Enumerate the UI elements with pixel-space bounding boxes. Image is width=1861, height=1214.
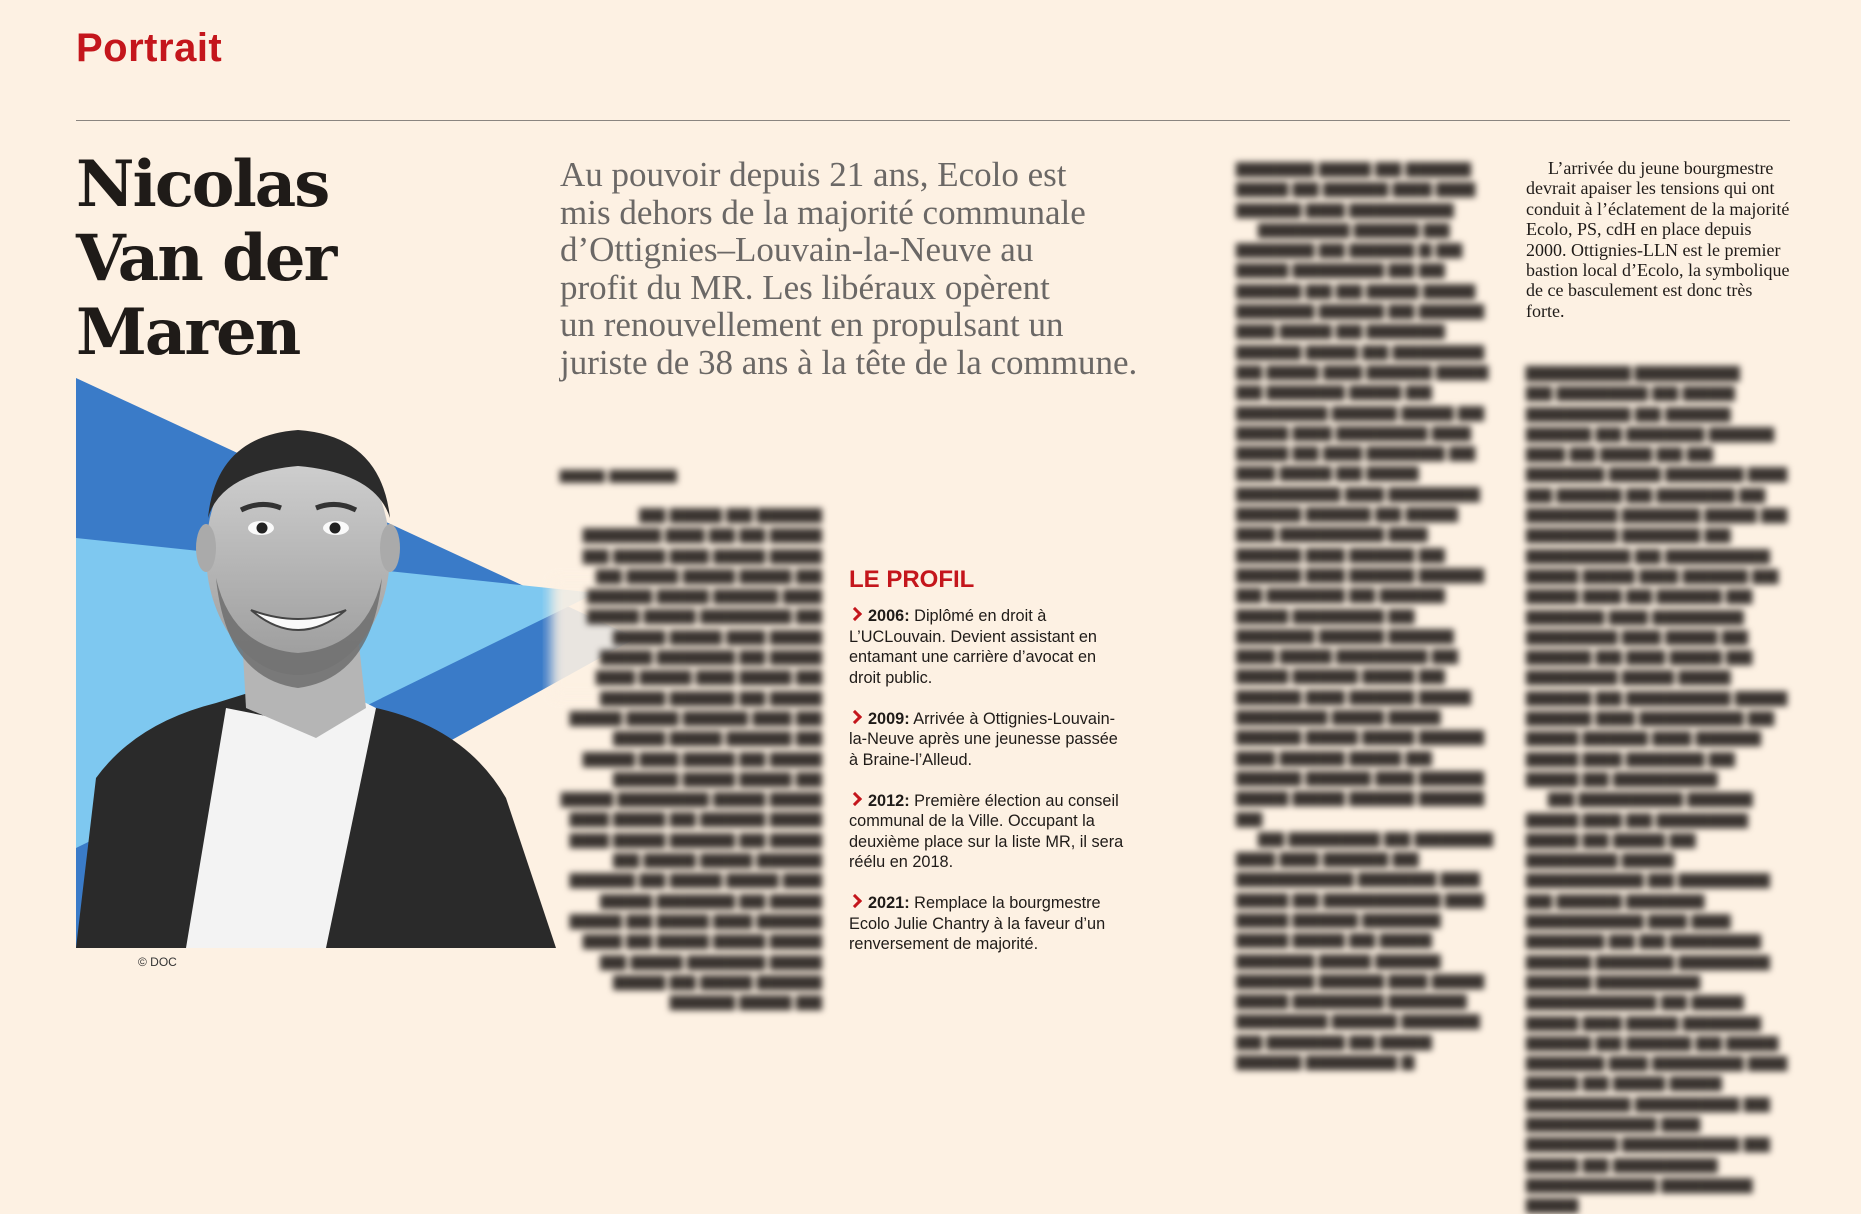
profile-text: Remplace la bourgmestre Ecolo Julie Chantry à la faveur d’un renversement de majorité.	[849, 894, 1106, 953]
portrait-photo	[76, 378, 636, 948]
lead-line: un renouvellement en propulsant un	[560, 305, 1064, 344]
lead-line: profit du MR. Les libéraux opèrent	[560, 267, 1050, 307]
lead-line: d’Ottignies–Louvain-la-Neuve au	[560, 230, 1034, 269]
photo-credit: © DOC	[138, 955, 177, 969]
section-label: Portrait	[76, 26, 223, 70]
profile-text: Diplômé en droit à L’UCLouvain. Devient assistant en entamant une carrière d’avocat en droit public.	[849, 607, 1097, 687]
profile-text: Première élection au conseil communal de la Ville. Occupant la deuxième place sur la liste MR, il sera réélu en 2018.	[849, 791, 1124, 871]
profile-item	[849, 709, 1129, 771]
profile-item	[849, 606, 1129, 688]
profile-year: 2021:	[868, 894, 910, 912]
chevron-right-icon	[848, 791, 862, 805]
chevron-right-icon	[848, 894, 862, 908]
lead-paragraph	[560, 156, 1140, 381]
name-line-1: Nicolas	[76, 147, 329, 222]
profile-year: 2012:	[868, 791, 910, 810]
blurred-column: ▆▆ ▆▆▆▆ ▆▆ ▆▆▆▆▆ ▆▆▆▆▆▆ ▆▆▆ ▆▆ ▆▆ ▆▆▆▆ ▆▆ ▆▆▆▆ ▆▆▆ ▆▆▆▆ ▆▆▆▆ ▆▆ ▆▆▆▆ ▆▆▆▆ ▆▆▆▆ ▆▆ ▆▆▆▆▆ ▆▆▆▆ ▆▆▆▆▆ ▆▆▆ ▆▆▆▆ ▆▆▆▆ ▆▆▆▆▆▆▆ ▆▆ ▆▆▆▆ ▆▆▆▆ ▆▆▆ ▆▆▆▆ ▆▆▆▆ ▆▆▆▆▆▆ ▆▆ ▆▆▆▆ ▆▆▆ ▆▆▆▆ ▆▆▆ ▆▆▆▆ ▆▆ ▆▆▆▆▆ ▆▆▆▆▆ ▆▆ ▆▆▆▆ ▆▆▆▆ ▆▆▆▆ ▆▆▆▆▆ ▆▆▆ ▆▆ ▆▆▆▆ ▆▆▆▆ ▆▆▆▆▆ ▆▆ ▆▆▆▆ ▆▆▆ ▆▆▆▆ ▆▆ ▆▆▆▆ ▆▆▆▆▆ ▆▆▆▆ ▆▆▆▆ ▆▆ ▆▆▆▆ ▆▆▆▆▆▆▆ ▆▆▆▆ ▆▆▆▆ ▆▆▆ ▆▆▆▆ ▆▆ ▆▆▆▆▆ ▆▆▆▆ ▆▆▆ ▆▆▆▆ ▆▆▆▆▆ ▆▆ ▆▆▆▆ ▆▆ ▆▆▆▆ ▆▆▆▆ ▆▆▆▆▆ ▆▆▆▆▆ ▆▆ ▆▆▆▆ ▆▆▆▆ ▆▆▆ ▆▆▆▆ ▆▆▆▆▆▆ ▆▆ ▆▆▆▆ ▆▆▆▆ ▆▆ ▆▆▆▆ ▆▆▆ ▆▆▆▆▆ ▆▆▆ ▆▆ ▆▆▆▆ ▆▆▆▆ ▆▆▆▆ ▆▆ ▆▆▆▆ ▆▆▆▆▆▆ ▆▆▆▆ ▆▆▆▆ ▆▆ ▆▆▆▆ ▆▆▆▆▆ ▆▆▆▆▆ ▆▆▆▆ ▆▆	[560, 504, 822, 1011]
article-paragraph: L’arrivée du jeune bourgmestre devrait apaiser les tensions qui ont conduit à l’éclatement de la majorité Ecolo, PS, cdH en place depuis 2000. Ottignies-LLN est le premier bastion local d’Ecolo, la symbolique de ce basculement est donc très forte.	[1526, 158, 1790, 321]
profile-item	[849, 791, 1129, 873]
lead-line: mis dehors de la majorité communale	[560, 192, 1086, 232]
byline: ▆▆▆▆ ▆▆▆▆▆▆	[560, 466, 678, 482]
profile-title: LE PROFIL	[849, 566, 975, 593]
profile-year: 2006:	[868, 607, 910, 625]
chevron-right-icon	[848, 607, 862, 621]
lead-line: Au pouvoir depuis 21 ans, Ecolo est	[560, 155, 1067, 194]
profile-text: Arrivée à Ottignies-Louvain-la-Neuve après une jeunesse passée à Braine-l’Alleud.	[849, 709, 1118, 769]
profile-item	[849, 893, 1129, 955]
blurred-column: ▆▆▆▆▆▆ ▆▆▆▆ ▆▆ ▆▆▆▆▆ ▆▆▆▆ ▆▆ ▆▆▆▆▆ ▆▆▆ ▆▆▆ ▆▆▆▆▆ ▆▆▆ ▆▆▆▆▆▆▆▆ ▆▆▆▆▆▆▆ ▆▆▆▆▆ ▆▆ ▆▆▆▆▆▆ ▆▆ ▆▆▆▆▆ ▆ ▆▆ ▆▆▆▆ ▆▆▆▆▆▆▆ ▆▆ ▆▆ ▆▆▆▆▆ ▆▆ ▆▆ ▆▆▆▆ ▆▆▆▆ ▆▆▆▆▆▆ ▆▆▆▆▆ ▆▆ ▆▆▆▆▆ ▆▆▆ ▆▆▆▆ ▆▆ ▆▆▆▆▆▆ ▆▆▆▆▆ ▆▆▆▆ ▆▆ ▆▆▆▆▆▆▆ ▆▆ ▆▆▆▆ ▆▆▆ ▆▆▆▆▆ ▆▆▆▆ ▆▆ ▆▆▆▆▆▆ ▆▆▆▆ ▆▆ ▆▆▆▆▆▆▆ ▆▆▆▆▆ ▆▆▆▆ ▆▆ ▆▆▆▆ ▆▆▆ ▆▆▆▆▆▆▆ ▆▆▆ ▆▆▆▆ ▆▆ ▆▆▆ ▆▆▆▆▆▆ ▆▆ ▆▆▆ ▆▆▆▆ ▆▆ ▆▆▆▆ ▆▆▆▆▆▆▆▆ ▆▆▆ ▆▆▆▆▆▆▆ ▆▆▆▆▆ ▆▆▆▆▆ ▆▆ ▆▆▆▆ ▆▆▆ ▆▆▆▆▆▆▆▆ ▆▆▆ ▆▆▆▆▆ ▆▆▆ ▆▆▆▆▆ ▆▆ ▆▆▆▆▆ ▆▆▆ ▆▆▆▆▆ ▆▆▆▆▆ ▆▆ ▆▆▆▆▆▆ ▆▆ ▆▆▆▆▆ ▆▆▆▆ ▆▆▆▆▆▆▆ ▆▆ ▆▆▆▆▆▆ ▆▆▆▆▆ ▆▆▆▆▆ ▆▆▆ ▆▆▆▆ ▆▆▆▆▆▆▆ ▆▆ ▆▆▆▆ ▆▆▆▆▆ ▆▆▆▆ ▆▆ ▆▆▆▆▆ ▆▆▆ ▆▆▆▆▆ ▆▆▆▆ ▆▆▆▆▆▆▆ ▆▆▆▆ ▆▆▆▆ ▆▆▆▆▆ ▆▆▆▆ ▆▆▆▆ ▆▆▆▆▆ ▆▆▆ ▆▆▆▆▆ ▆▆▆▆ ▆▆ ▆▆▆▆▆ ▆▆▆▆▆ ▆▆▆ ▆▆▆▆▆ ▆▆▆▆ ▆▆▆▆ ▆▆▆▆▆ ▆▆▆▆▆ ▆▆ ▆▆ ▆▆▆▆▆▆▆ ▆▆ ▆▆▆▆▆▆ ▆▆▆ ▆▆▆ ▆▆▆▆▆ ▆▆ ▆▆▆▆▆▆▆▆▆ ▆▆▆▆▆▆ ▆▆▆ ▆▆▆▆ ▆▆ ▆▆▆▆▆▆▆▆▆ ▆▆▆ ▆▆▆▆ ▆▆▆▆▆ ▆▆▆▆▆▆ ▆▆▆▆ ▆▆▆▆ ▆▆ ▆▆▆▆ ▆▆▆▆▆▆ ▆▆▆▆ ▆▆▆▆▆ ▆▆▆▆▆▆ ▆▆▆▆▆ ▆▆▆ ▆▆▆▆ ▆▆▆▆ ▆▆▆▆▆▆▆ ▆▆▆▆▆▆ ▆▆▆▆▆▆▆ ▆▆▆▆▆ ▆▆▆▆▆▆ ▆▆ ▆▆▆▆▆▆ ▆▆ ▆▆▆▆ ▆▆▆▆▆ ▆▆▆▆▆▆▆ ▆	[1236, 158, 1494, 1071]
person-name	[76, 148, 556, 370]
lead-line: juriste de 38 ans à la tête de la commune.	[560, 342, 1138, 382]
chevron-right-icon	[848, 709, 862, 723]
profile-year: 2009:	[868, 709, 910, 728]
header-rule	[76, 120, 1790, 121]
article-column	[1526, 158, 1794, 321]
blurred-column: ▆▆▆▆▆▆▆▆ ▆▆▆▆▆▆▆▆ ▆▆ ▆▆▆▆▆▆▆ ▆▆ ▆▆▆▆ ▆▆▆▆▆▆▆▆ ▆▆ ▆▆▆▆▆ ▆▆▆▆▆ ▆▆ ▆▆▆▆▆▆ ▆▆▆▆▆ ▆▆▆ ▆▆ ▆▆▆▆ ▆▆ ▆▆ ▆▆▆▆▆▆ ▆▆▆▆ ▆▆▆▆▆▆ ▆▆▆ ▆▆ ▆▆▆▆▆ ▆▆ ▆▆▆▆▆▆ ▆▆ ▆▆▆▆▆▆▆ ▆▆▆▆▆▆ ▆▆▆▆ ▆▆ ▆▆▆▆▆▆▆ ▆▆▆▆▆▆ ▆▆ ▆▆▆▆▆▆▆▆ ▆▆ ▆▆▆▆▆▆▆▆ ▆▆▆▆ ▆▆▆▆ ▆▆▆ ▆▆▆▆▆ ▆▆ ▆▆▆▆ ▆▆▆ ▆▆ ▆▆▆▆▆ ▆▆ ▆▆▆▆▆▆ ▆▆▆ ▆▆▆▆▆▆▆ ▆▆▆▆▆▆▆ ▆▆▆ ▆▆▆▆ ▆▆ ▆▆▆▆▆ ▆▆ ▆▆▆ ▆▆▆▆ ▆▆ ▆▆▆▆▆▆▆ ▆▆▆▆ ▆▆▆▆ ▆▆▆▆▆ ▆▆ ▆▆▆▆▆▆▆▆ ▆▆▆▆ ▆▆▆▆▆ ▆▆▆ ▆▆▆▆▆▆▆▆ ▆▆ ▆▆▆▆ ▆▆▆▆▆ ▆▆▆ ▆▆▆▆▆ ▆▆▆▆ ▆▆▆ ▆▆▆▆▆▆ ▆▆ ▆▆▆▆ ▆▆ ▆▆▆▆▆▆▆▆ ▆▆ ▆▆▆▆▆▆▆▆ ▆▆▆▆▆ ▆▆▆▆ ▆▆▆ ▆▆ ▆▆▆▆▆▆▆ ▆▆▆▆ ▆▆ ▆▆▆▆ ▆▆ ▆▆▆▆▆▆▆ ▆▆▆▆ ▆▆▆▆▆▆▆▆▆ ▆▆ ▆▆▆▆▆▆▆ ▆▆ ▆▆▆▆▆ ▆▆▆▆▆▆ ▆▆▆▆▆▆▆▆▆ ▆▆▆ ▆▆▆ ▆▆▆▆▆▆ ▆▆ ▆▆ ▆▆▆▆▆▆▆ ▆▆▆▆▆ ▆▆▆▆▆▆ ▆▆▆▆▆▆▆ ▆▆▆▆▆ ▆▆▆▆▆▆▆▆ ▆▆▆▆▆▆▆▆▆▆ ▆▆ ▆▆▆▆ ▆▆▆▆ ▆▆▆ ▆▆▆▆ ▆▆▆▆▆▆ ▆▆▆▆▆ ▆▆ ▆▆▆▆▆ ▆▆ ▆▆▆▆ ▆▆▆▆▆▆ ▆▆▆ ▆▆▆▆▆▆▆ ▆▆▆ ▆▆▆▆ ▆▆ ▆▆▆▆ ▆▆▆▆ ▆▆▆▆▆▆▆▆ ▆▆▆▆▆▆▆▆ ▆▆ ▆▆▆▆▆▆▆▆▆▆ ▆▆▆ ▆▆▆▆▆▆▆ ▆▆▆▆▆▆▆▆▆ ▆▆ ▆▆▆▆ ▆▆ ▆▆▆▆▆▆▆▆ ▆▆▆▆▆▆▆▆▆▆ ▆▆▆▆▆▆▆ ▆▆▆▆	[1526, 362, 1788, 1214]
name-line-2: Van der Maren	[76, 221, 336, 370]
profile-list	[849, 606, 1129, 975]
